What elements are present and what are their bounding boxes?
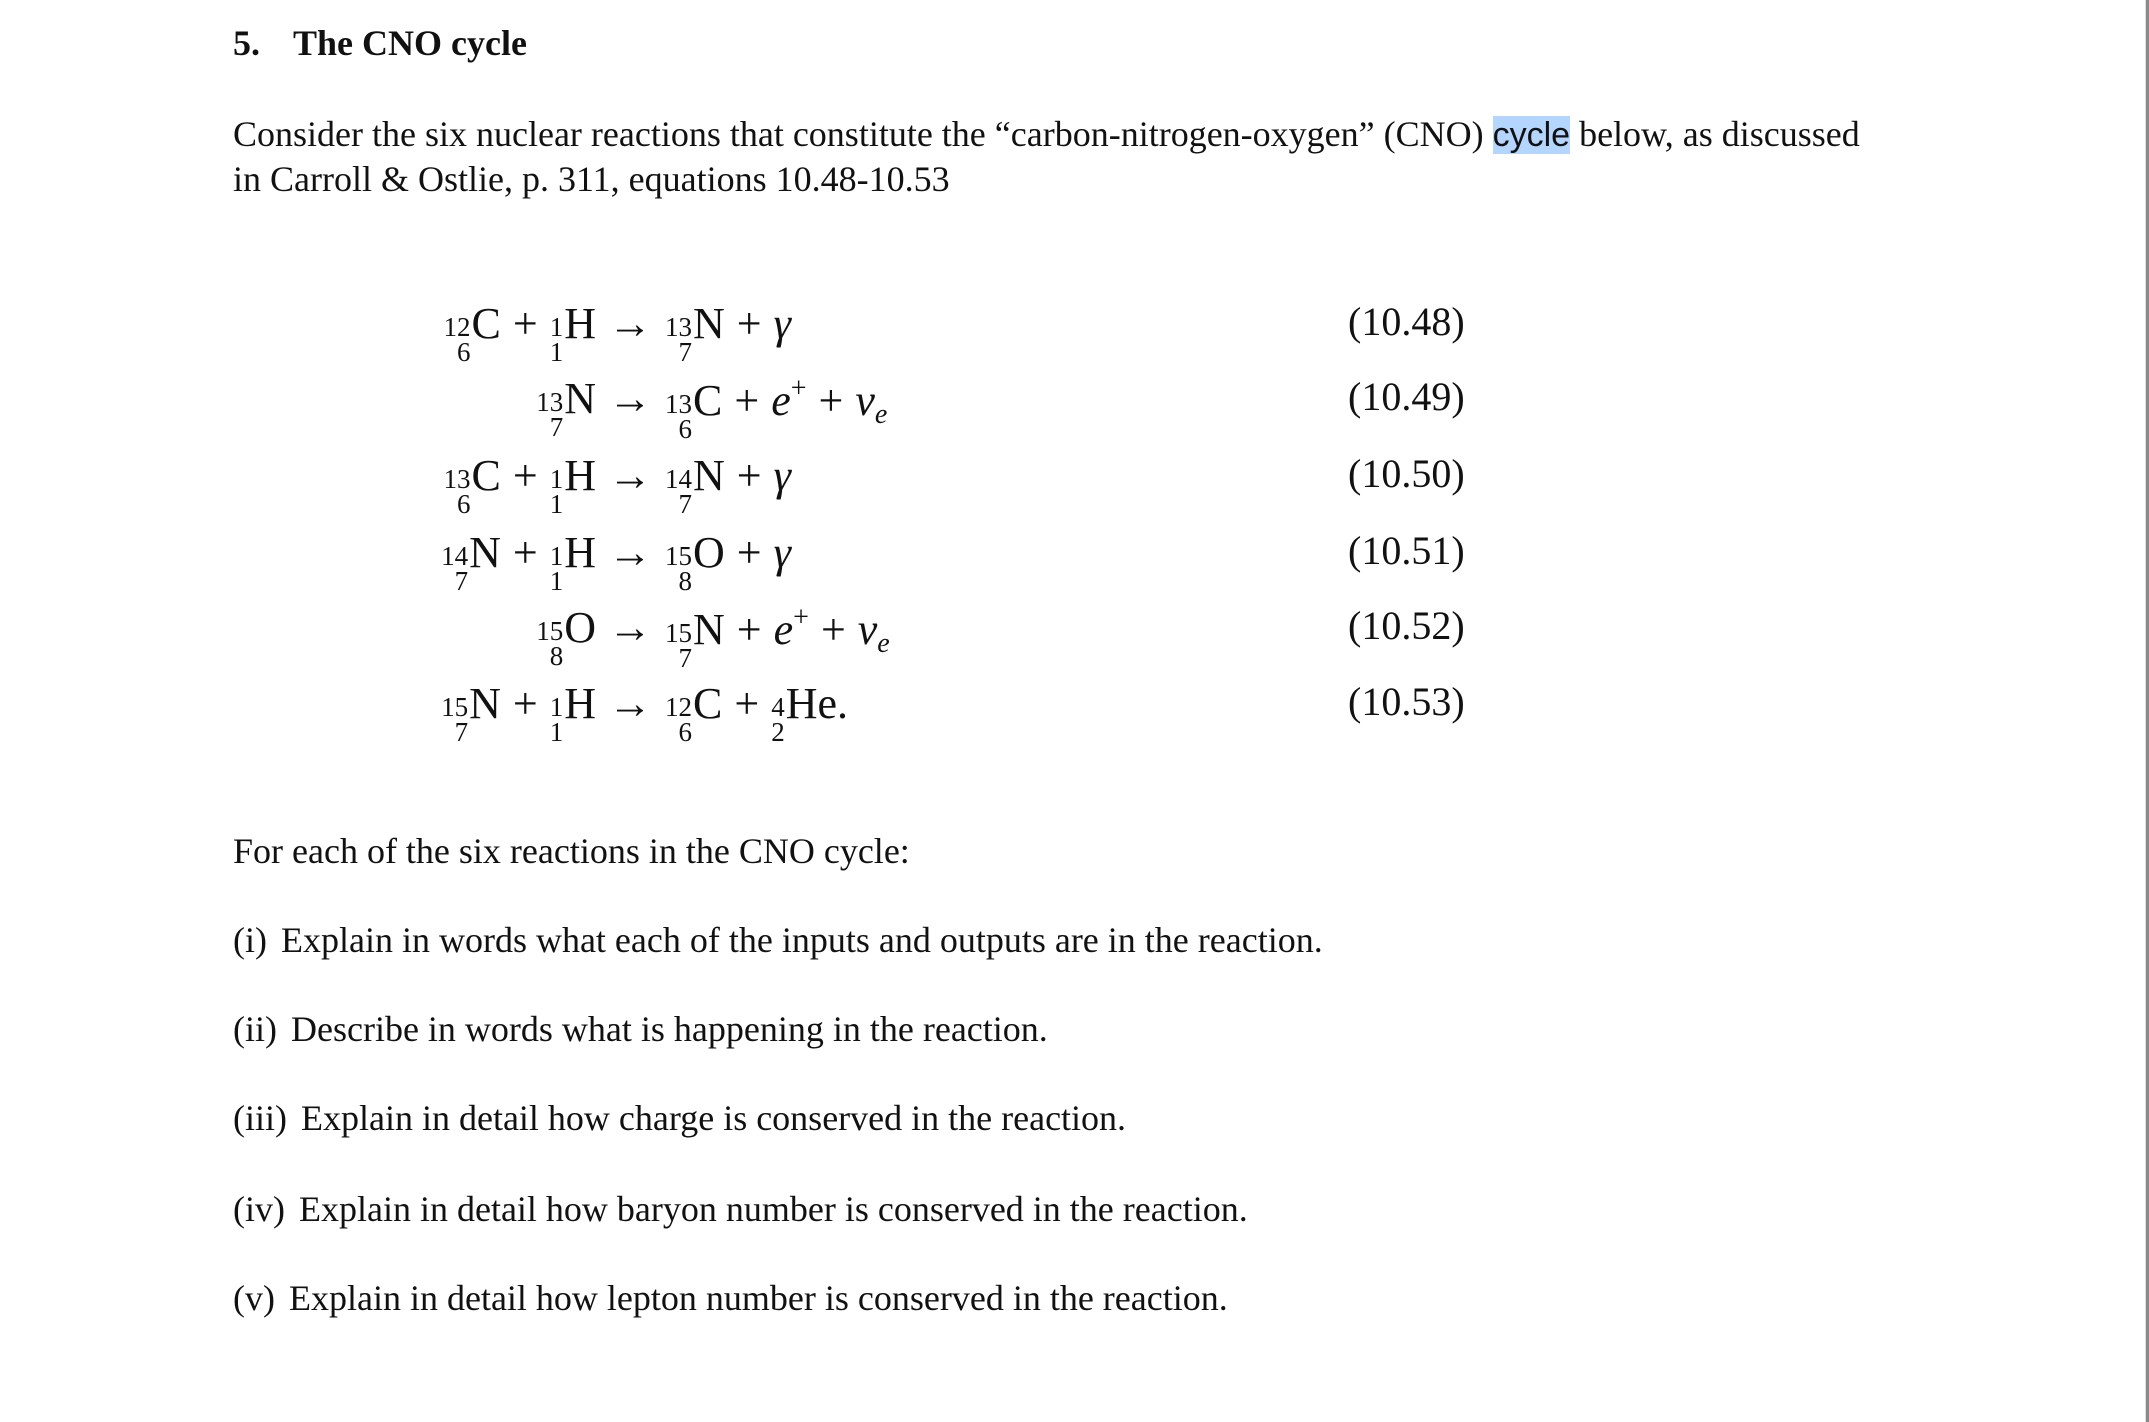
question-text: Explain in detail how charge is conserved in the reaction. <box>300 1098 1127 1138</box>
element-symbol: N <box>693 605 725 654</box>
equation-number: (10.53) <box>1348 679 1465 724</box>
equation-row <box>0 298 1600 368</box>
nuclide <box>665 375 722 444</box>
particle <box>855 376 888 430</box>
element-symbol: C <box>471 451 501 500</box>
question-text: Explain in words what each of the inputs and outputs are in the reaction. <box>280 920 1323 960</box>
element-symbol: H <box>564 299 596 348</box>
particle <box>773 602 809 654</box>
equation-number: (10.52) <box>1348 603 1465 648</box>
equation-number: (10.51) <box>1348 528 1465 573</box>
atomic-number: 8 <box>549 641 564 671</box>
isotope-numbers <box>549 464 564 519</box>
arrow-icon: → <box>608 528 652 577</box>
section-title <box>233 22 527 64</box>
atomic-number: 7 <box>678 489 692 519</box>
question-label: (iv) <box>233 1189 285 1229</box>
equation-row <box>0 678 1600 748</box>
arrow-icon: → <box>608 299 652 348</box>
particle <box>774 451 791 500</box>
mass-number: 1 <box>549 541 564 571</box>
plus-operator: + <box>818 376 844 425</box>
isotope-numbers <box>549 541 564 596</box>
nuclide <box>444 450 501 519</box>
atomic-number: 1 <box>549 566 564 596</box>
equation-row <box>0 373 1600 443</box>
equation-rhs <box>665 527 791 596</box>
particle-symbol: ν <box>855 376 875 425</box>
mass-number: 15 <box>536 616 564 646</box>
question-item <box>233 1008 1048 1050</box>
arrow-icon: → <box>608 679 652 728</box>
mass-number: 1 <box>549 464 564 494</box>
mass-number: 14 <box>665 464 692 494</box>
isotope-numbers <box>443 464 471 519</box>
plus-operator: + <box>736 528 762 577</box>
atomic-number: 1 <box>549 337 564 367</box>
element-symbol: H <box>564 451 596 500</box>
question-item <box>233 1097 1126 1139</box>
equation-number: (10.49) <box>1348 374 1465 419</box>
question-item <box>233 1277 1228 1319</box>
atomic-number: 6 <box>457 489 471 519</box>
particle-symbol: γ <box>773 299 791 348</box>
particle-symbol: e <box>771 376 791 425</box>
nuclide <box>550 678 596 747</box>
arrow-icon: → <box>608 603 652 652</box>
nuclide <box>665 298 725 367</box>
equation-number: (10.50) <box>1348 451 1465 496</box>
mass-number: 14 <box>441 541 469 571</box>
arrow-icon: → <box>608 451 652 500</box>
equation-lhs <box>444 450 596 519</box>
mass-number: 12 <box>665 692 692 722</box>
element-symbol: O <box>564 603 596 652</box>
particle-symbol: γ <box>773 451 791 500</box>
element-symbol: N <box>469 528 501 577</box>
atomic-number: 7 <box>549 412 564 442</box>
isotope-numbers <box>536 616 564 671</box>
atomic-number: 7 <box>678 337 692 367</box>
isotope-numbers <box>665 692 692 747</box>
isotope-numbers <box>443 312 471 367</box>
element-symbol: C <box>693 679 723 728</box>
isotope-numbers <box>665 312 692 367</box>
plus-operator: + <box>734 376 760 425</box>
question-label: (i) <box>233 920 267 960</box>
particle <box>774 528 791 577</box>
atomic-number: 6 <box>678 717 692 747</box>
question-text: Describe in words what is happening in the reaction. <box>290 1009 1048 1049</box>
section-title-text: The CNO cycle <box>293 23 527 63</box>
intro-text-end: below, as discussed in Carroll & Ostlie, p. 311, equations 10.48-10.53 <box>233 114 1860 199</box>
equation-rhs <box>665 602 890 673</box>
nuclide <box>536 602 596 671</box>
mass-number: 1 <box>549 692 564 722</box>
element-symbol: C <box>693 376 723 425</box>
nuclide <box>441 678 501 747</box>
particle <box>774 299 791 348</box>
element-symbol: He. <box>785 679 848 728</box>
particle <box>771 373 807 425</box>
equation-number: (10.48) <box>1348 299 1465 344</box>
equation-lhs <box>444 298 596 367</box>
element-symbol: N <box>564 374 596 423</box>
question-label: (ii) <box>233 1009 277 1049</box>
equation-lhs <box>441 527 596 596</box>
plus-operator: + <box>736 299 762 348</box>
equation-lhs <box>441 678 596 747</box>
nuclide <box>444 298 501 367</box>
element-symbol: H <box>564 528 596 577</box>
question-text: Explain in detail how baryon number is conserved in the reaction. <box>298 1189 1248 1229</box>
isotope-numbers <box>665 541 692 596</box>
equation-lhs <box>536 602 596 671</box>
equation-row <box>0 602 1600 672</box>
element-symbol: H <box>564 679 596 728</box>
mass-number: 15 <box>665 618 692 648</box>
isotope-numbers <box>536 387 564 442</box>
section-number: 5. <box>233 23 260 63</box>
isotope-numbers <box>441 692 469 747</box>
isotope-numbers <box>665 618 692 673</box>
atomic-number: 6 <box>678 414 692 444</box>
isotope-numbers <box>441 541 469 596</box>
atomic-number: 1 <box>549 489 564 519</box>
intro-text: Consider the six nuclear reactions that constitute the “carbon-nitrogen-oxygen” (CNO) <box>233 114 1493 154</box>
charge-superscript: + <box>793 602 809 633</box>
atomic-number: 7 <box>454 566 469 596</box>
nuclide <box>550 450 596 519</box>
charge-superscript: + <box>790 373 807 404</box>
plus-operator: + <box>512 299 538 348</box>
question-item <box>233 919 1323 961</box>
mass-number: 15 <box>441 692 469 722</box>
atomic-number: 1 <box>549 717 564 747</box>
scrollbar[interactable] <box>2145 0 2149 1422</box>
particle-symbol: γ <box>773 528 791 577</box>
isotope-numbers <box>771 692 785 747</box>
equation-rhs <box>665 678 848 747</box>
mass-number: 1 <box>549 312 564 342</box>
equation-rhs <box>665 450 791 519</box>
atomic-number: 7 <box>454 717 469 747</box>
arrow-icon: → <box>608 374 652 423</box>
nuclide <box>665 678 722 747</box>
isotope-numbers <box>549 692 564 747</box>
nuclide <box>771 678 848 747</box>
nuclide <box>665 527 725 596</box>
element-symbol: C <box>471 299 501 348</box>
equation-rhs <box>665 298 791 367</box>
equation-row <box>0 527 1600 597</box>
element-symbol: N <box>693 451 725 500</box>
mass-number: 13 <box>665 389 692 419</box>
element-symbol: N <box>693 299 725 348</box>
question-item <box>233 1188 1248 1230</box>
particle-symbol: e <box>773 605 794 654</box>
mass-number: 13 <box>443 464 471 494</box>
isotope-numbers <box>665 389 692 444</box>
nuclide <box>665 450 725 519</box>
intro-paragraph <box>233 112 1883 201</box>
particle <box>857 605 890 659</box>
element-symbol: O <box>693 528 725 577</box>
plus-operator: + <box>734 679 760 728</box>
question-label: (iii) <box>233 1098 287 1138</box>
mass-number: 13 <box>536 387 564 417</box>
atomic-number: 6 <box>457 337 471 367</box>
plus-operator: + <box>736 451 762 500</box>
plus-operator: + <box>820 605 846 654</box>
nuclide <box>536 373 596 442</box>
particle-subscript: e <box>874 399 888 430</box>
equation-row <box>0 450 1600 520</box>
plus-operator: + <box>736 605 762 654</box>
plus-operator: + <box>512 528 538 577</box>
atomic-number: 2 <box>771 717 785 747</box>
mass-number: 4 <box>771 692 785 722</box>
mass-number: 13 <box>665 312 692 342</box>
isotope-numbers <box>665 464 692 519</box>
equation-lhs <box>536 373 596 442</box>
mass-number: 12 <box>443 312 471 342</box>
element-symbol: N <box>469 679 501 728</box>
atomic-number: 8 <box>678 566 692 596</box>
nuclide <box>550 298 596 367</box>
nuclide <box>441 527 501 596</box>
atomic-number: 7 <box>678 643 692 673</box>
particle-subscript: e <box>877 628 890 659</box>
prompt-text: For each of the six reactions in the CNO cycle: <box>233 831 910 871</box>
nuclide <box>550 527 596 596</box>
nuclide <box>665 604 725 673</box>
equation-rhs <box>665 373 887 444</box>
plus-operator: + <box>512 679 538 728</box>
question-text: Explain in detail how lepton number is conserved in the reaction. <box>288 1278 1228 1318</box>
plus-operator: + <box>512 451 538 500</box>
isotope-numbers <box>549 312 564 367</box>
mass-number: 15 <box>665 541 692 571</box>
text-selection-highlight[interactable]: cycle <box>1492 116 1571 154</box>
question-label: (v) <box>233 1278 275 1318</box>
particle-symbol: ν <box>857 605 878 654</box>
